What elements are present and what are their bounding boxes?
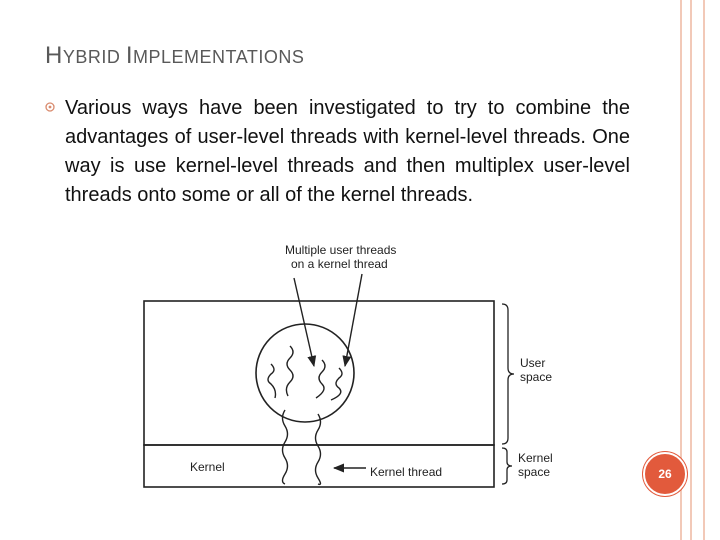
user-space-label <box>520 356 552 384</box>
multiple-user-threads-label <box>285 243 396 271</box>
label-line: space <box>520 370 553 384</box>
page-number-badge: 26 <box>643 452 687 496</box>
kernel-thread-label: Kernel thread <box>370 465 443 479</box>
decorative-rail <box>703 0 705 540</box>
bullet-icon <box>45 102 55 112</box>
title-part: MPLEMENTATIONS <box>133 47 305 67</box>
title-initial: I <box>125 42 134 69</box>
kernel-label: Kernel <box>190 460 225 474</box>
title-part: YBRID <box>62 47 126 67</box>
label-line: on a kernel thread <box>291 257 388 271</box>
bullet-text: Various ways have been investigated to try to combine the advantages of user-level threads with kernel-level threads. One way is use kernel-level threads and then multiplex user-level threads onto some or all of the kernel threads. <box>65 97 630 206</box>
kernel-thread <box>316 414 321 484</box>
label-arrow <box>294 278 314 366</box>
label-line: Multiple user threads <box>285 243 397 257</box>
label-line: User <box>520 356 546 370</box>
user-thread <box>286 346 293 396</box>
user-thread <box>316 360 325 398</box>
label-arrow <box>345 274 362 366</box>
user-space-brace <box>502 304 514 444</box>
kernel-space-label <box>518 451 553 479</box>
label-line: Kernel <box>518 451 553 465</box>
slide-title <box>45 42 304 70</box>
label-line: space <box>518 465 551 479</box>
user-space-box <box>144 301 494 445</box>
decorative-rail <box>690 0 692 540</box>
diagram-drawing <box>140 238 560 493</box>
user-thread <box>268 364 276 398</box>
user-thread <box>331 368 342 400</box>
process-circle <box>256 324 354 422</box>
kernel-space-brace <box>502 448 512 484</box>
kernel-thread <box>283 410 288 484</box>
title-initial: H <box>45 42 63 69</box>
hybrid-threads-diagram <box>140 238 560 493</box>
